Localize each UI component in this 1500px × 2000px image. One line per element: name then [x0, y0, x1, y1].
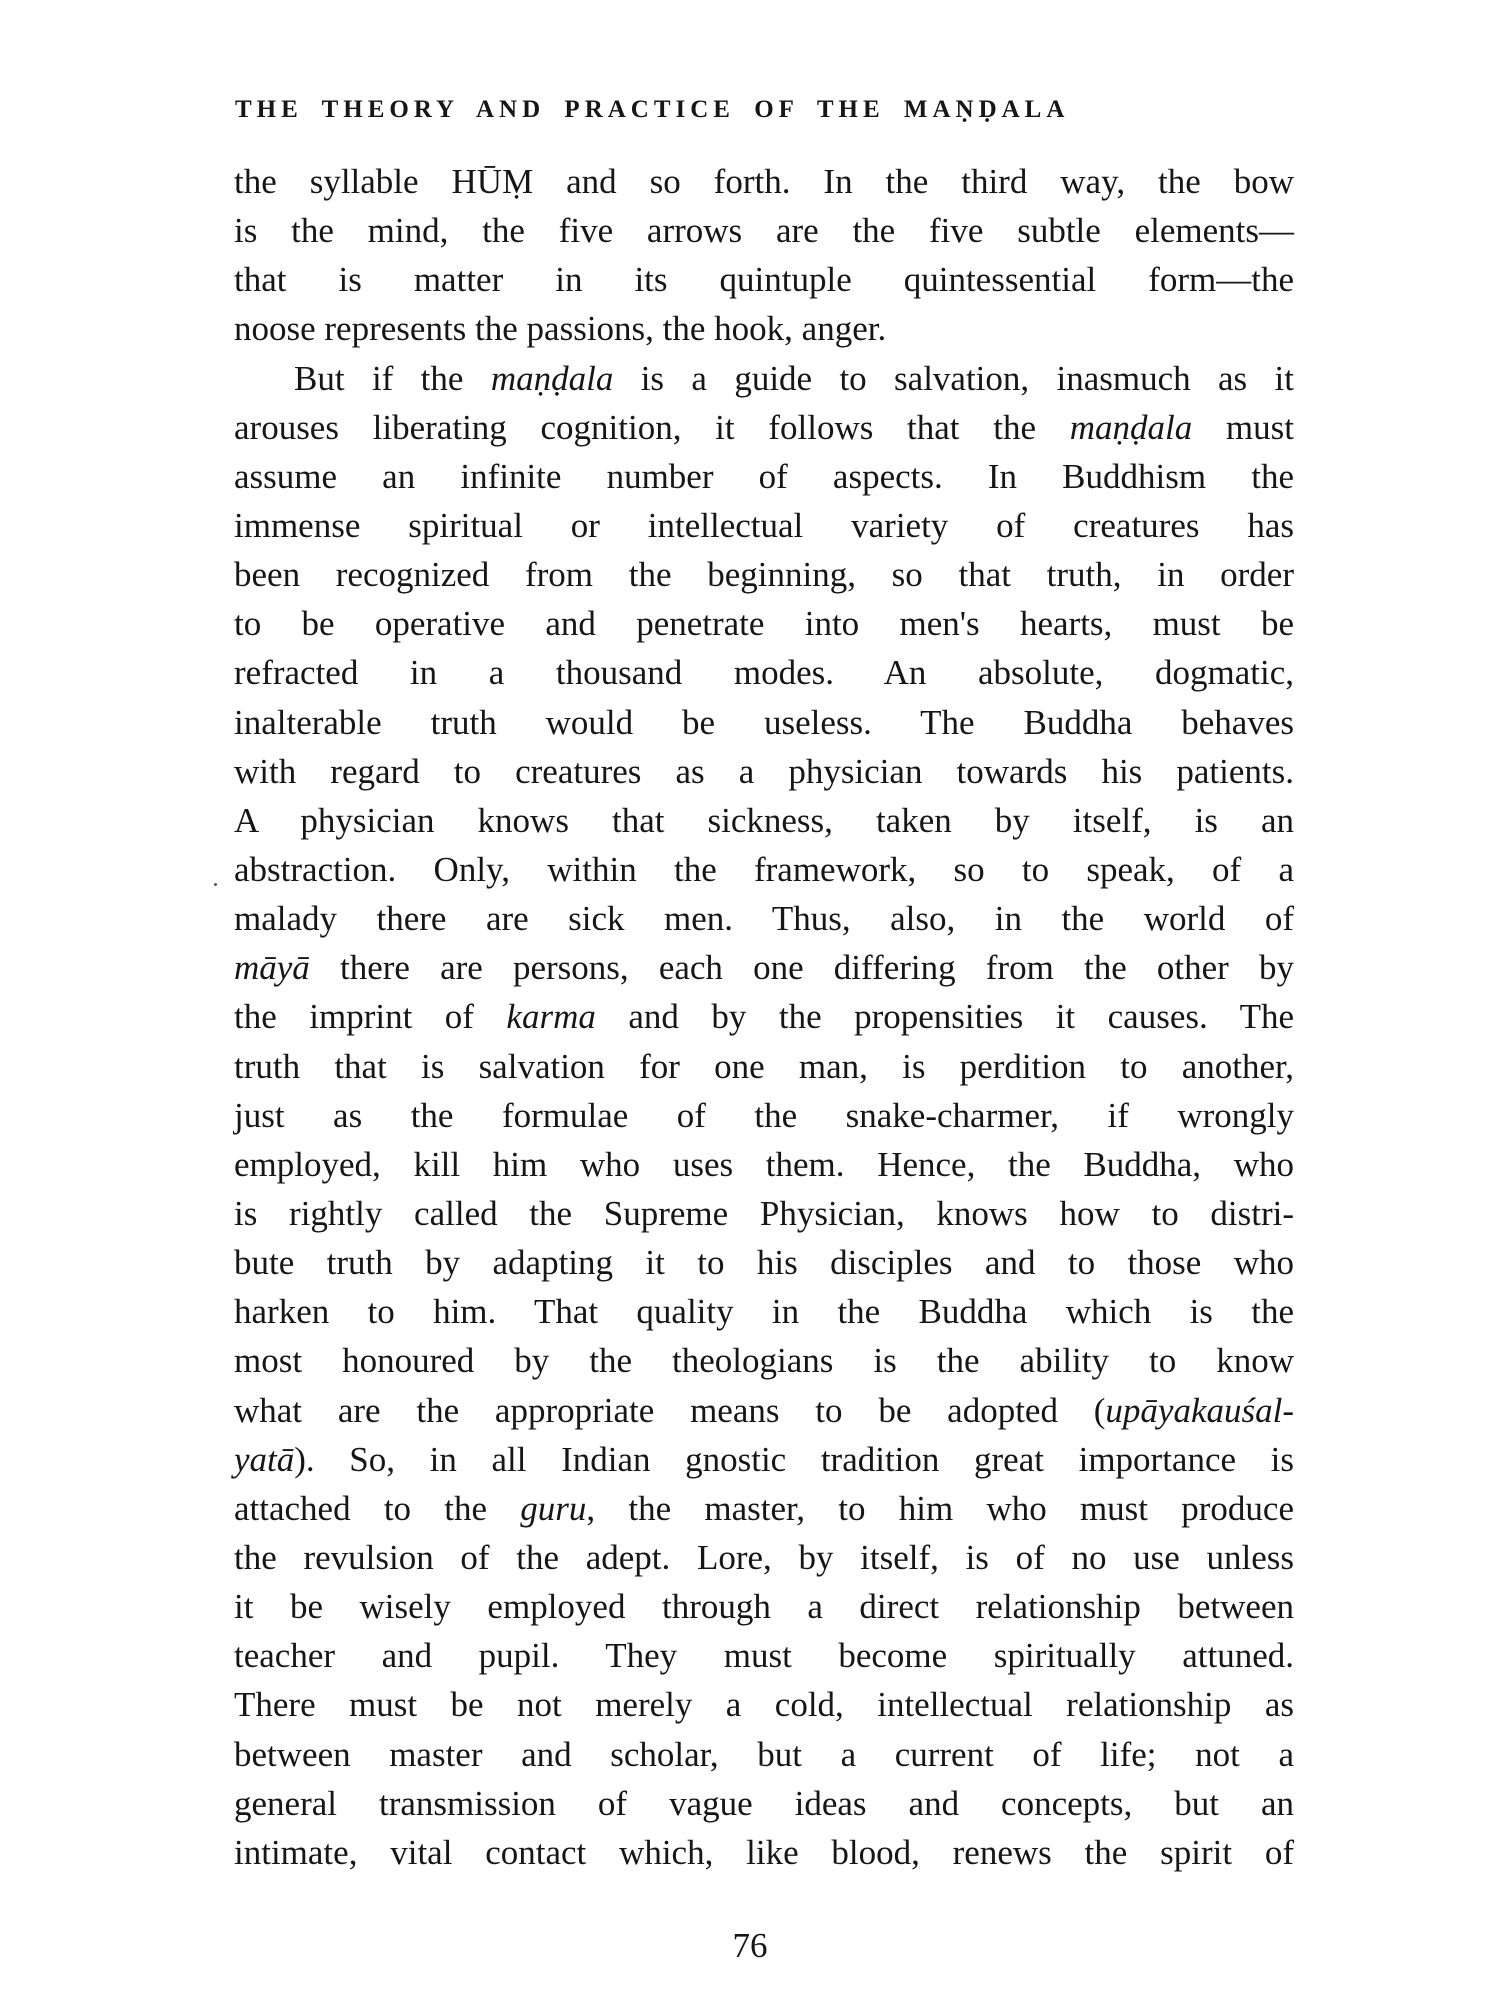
text-line: between master and scholar, but a current of life; not a: [234, 1734, 1294, 1774]
text-line: that is matter in its quintuple quintessential form—the: [234, 260, 1294, 300]
text-line: general transmission of vague ideas and concepts, but an: [234, 1783, 1294, 1823]
text-line: māyā there are persons, each one differing from the other by: [234, 948, 1294, 988]
italic-term: maṇḍala: [1069, 407, 1193, 447]
print-speck: [214, 883, 217, 886]
text-line: harken to him. That quality in the Buddha which is the: [234, 1292, 1294, 1332]
text-line: is the mind, the five arrows are the five subtle elements—: [234, 211, 1294, 251]
text-line: is rightly called the Supreme Physician, knows how to distri-: [234, 1193, 1294, 1233]
text-line: abstraction. Only, within the framework, so to speak, of a: [234, 849, 1294, 889]
italic-term: maṇḍala: [490, 358, 614, 398]
text-line: But if the maṇḍala is a guide to salvation, inasmuch as it: [294, 358, 1294, 398]
page-number: 76: [732, 1926, 768, 1965]
text-line: just as the formulae of the snake-charmer, if wrongly: [234, 1095, 1294, 1135]
text-line: the revulsion of the adept. Lore, by itself, is of no use unless: [234, 1537, 1294, 1577]
text-line: inalterable truth would be useless. The Buddha behaves: [234, 702, 1294, 742]
text-line: been recognized from the beginning, so that truth, in order: [234, 555, 1294, 595]
text-line: A physician knows that sickness, taken by itself, is an: [234, 800, 1294, 840]
text-line: the imprint of karma and by the propensities it causes. The: [234, 997, 1294, 1037]
italic-term: guru: [520, 1488, 587, 1528]
italic-term: karma: [506, 997, 596, 1037]
text-line: arouses liberating cognition, it follows that the maṇḍala must: [234, 407, 1294, 447]
text-line: noose represents the passions, the hook, anger.: [234, 309, 887, 349]
text-line: immense spiritual or intellectual variety of creatures has: [234, 505, 1294, 545]
text-line: to be operative and penetrate into men's hearts, must be: [234, 604, 1294, 644]
text-line: assume an infinite number of aspects. In Buddhism the: [234, 456, 1294, 496]
text-line: what are the appropriate means to be adopted (upāyakauśal-: [234, 1390, 1294, 1430]
text-line: truth that is salvation for one man, is perdition to another,: [234, 1046, 1294, 1086]
text-line: teacher and pupil. They must become spiritually attuned.: [234, 1636, 1294, 1676]
body-text: [234, 157, 1294, 1877]
text-line: it be wisely employed through a direct relationship between: [234, 1587, 1294, 1627]
text-line: bute truth by adapting it to his disciples and to those who: [234, 1243, 1294, 1283]
text-line: malady there are sick men. Thus, also, in the world of: [234, 899, 1294, 939]
italic-term: māyā: [234, 948, 310, 988]
text-line: with regard to creatures as a physician towards his patients.: [234, 751, 1294, 791]
running-header: THE THEORY AND PRACTICE OF THE MAṆḌALA: [235, 96, 1070, 123]
text-line: most honoured by the theologians is the ability to know: [234, 1341, 1294, 1381]
italic-term: yatā: [234, 1439, 295, 1479]
text-line: refracted in a thousand modes. An absolute, dogmatic,: [234, 653, 1294, 693]
text-line: yatā). So, in all Indian gnostic tradition great importance is: [234, 1439, 1294, 1479]
text-line: attached to the guru, the master, to him who must produce: [234, 1488, 1294, 1528]
text-line: employed, kill him who uses them. Hence, the Buddha, who: [234, 1144, 1294, 1184]
italic-term: upāyakauśal-: [1105, 1390, 1294, 1430]
text-line: intimate, vital contact which, like blood, renews the spirit of: [234, 1832, 1294, 1872]
text-line: There must be not merely a cold, intellectual relationship as: [234, 1685, 1294, 1725]
text-line: the syllable HŪṂ and so forth. In the third way, the bow: [234, 162, 1294, 201]
